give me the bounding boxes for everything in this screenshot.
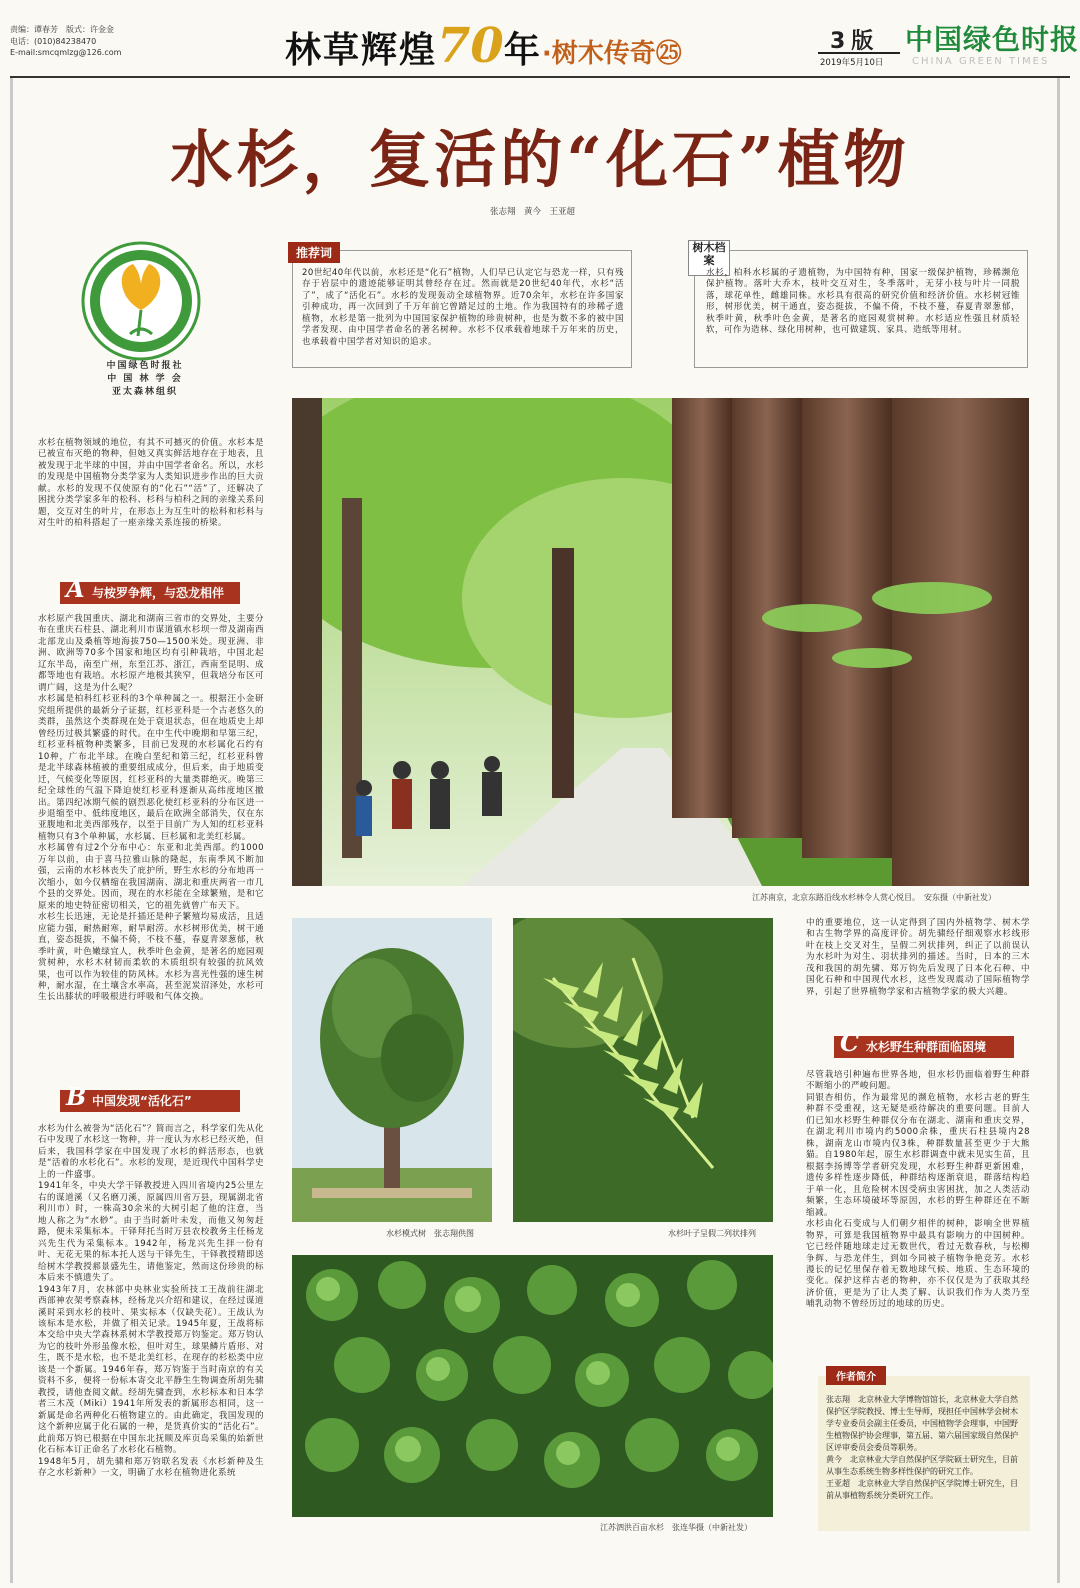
credit-email: E-mail:smcqmlzg@126.com [10, 48, 122, 58]
masthead-english: CHINA GREEN TIMES [912, 56, 1050, 67]
section-c-heading [834, 1028, 1014, 1058]
section-b-continued: 中的重要地位，这一认定得到了国内外植物学、树木学和古生物学界的高度评价。胡先骕经仔细观察水杉线形叶在枝上交叉对生，呈假二列状排列，纠正了以前误认为水杉叶为对生、羽状排列的描述。当时，日本的三木茂和我国的胡先骕、郑万钧先后发现了日本化石种、中国化石种和中国现代水杉，这些发现震动了国际植物学界，引起了世界植物学家和古植物学家的极大兴趣。 [806, 918, 1030, 997]
tree-archive-text: 水杉，柏科水杉属的孑遗植物，为中国特有种，国家一级保护植物，珍稀濒危保护植物。落叶大乔木，枝叶交互对生，冬季落叶，无芽小枝与叶片一同脱落，球花单性，雌雄同株。水杉具有很高的研究价值和经济价值。水杉树冠锥形，树形优美，树干通直，姿态挺拔，不偏不倚，不枝不蔓，春夏青翠葱郁，秋季叶黄，秋季叶色金黄，是著名的庭园观赏树种。水杉适应性强且材质轻软，可作为造林、绿化用树种，也可做建筑、家具、造纸等用材。 [706, 268, 1020, 336]
photo-type-tree [292, 918, 492, 1222]
credit-editor: 责编：谭春芳 版式：许金金 [10, 25, 114, 34]
intro-paragraph: 水杉在植物领域的地位，有其不可撼灭的价值。水杉本是已被宣布灭绝的物种，但她又真实鲜活地存在于地表，且被发现于北半球的中国，并由中国学者命名。所以，水杉的发现是中国植物分类学家为人类知识进步作出的巨大贡献。水杉的发现不仅使原有的“化石”“活”了，还解决了困扰分类学家多年的松科、杉科与柏科之间的亲缘关系问题，交互对生的叶片，在形态上为互生叶的松科和杉科与对生叶的柏科搭起了一座亲缘关系连接的桥梁。 [38, 438, 264, 529]
banner-year: 年 [503, 29, 542, 71]
page-number: 3版 [830, 29, 880, 54]
photo-leaves-caption: 水杉叶子呈假二列状排列 [668, 1229, 756, 1238]
masthead: 中国绿色时报 [905, 23, 1080, 56]
page-number-rule [818, 52, 900, 54]
photo-aerial-forest [292, 1255, 773, 1517]
recommend-text: 20世纪40年代以前，水杉还是“化石”植物，人们早已认定它与恐龙一样，只有残存于岩层中的遗迹能够证明其曾经存在过。然而就是20世纪40年代，水杉“活了”，成了“活化石”。水杉的发现轰动全球植物界。近70余年，水杉在许多国家引种成功，再一次回到了千万年前它曾踏足过的土地。作为我国特有的珍稀孑遗植物，水杉是第一批列为中国国家保护植物的珍贵树种，也是为数不多的被中国学者发现、由中国学者命名的著名树种。水杉不仅承载着地球千万年来的历史，也承载着中国学者对知识的追求。 [302, 268, 624, 347]
credit-phone: 电话：(010)84238470 [10, 36, 97, 46]
tree-archive-tag: 树木档案 [688, 240, 730, 276]
ginkgo-logo [78, 238, 204, 364]
recommend-tag: 推荐词 [288, 242, 340, 263]
section-a-body: 水杉原产我国重庆、湖北和湖南三省市的交界处，主要分布在重庆石柱县、湖北利川市谋道镇水杉坝一带及湖南西北部龙山及桑植等地海拔750—1500米处。现亚洲、非洲、欧洲等70多个国家和地区均有引种栽培，中国北起辽东半岛，南至广州，东至江苏、浙江，西南至昆明、成都等地也有栽培。水杉原产地极其狭窄，但栽培分布区可谓广阔，这是为什么呢？ 水杉属是柏科红杉亚科的3个单种属之一。根据汪小金研究组所提供的最新分子证据，红杉亚科是一个古老悠久的类群，虽然这个类群现在处于衰退状态，但在地质史上却曾经历过极其繁盛的时代。在中生代中晚期和早第三纪，红杉亚科植物种类繁多，目前已发现的水杉属化石约有10种，广布北半球。在晚白垩纪和第三纪，红杉亚科曾是北半球森林植被的重要组成成分，但后来，由于地质变迁，气候变化等原因，红杉亚科的大量类群绝灭。晚第三纪全球性的气温下降迫使红杉亚科逐渐从高纬度地区撤出。第四纪冰期气候的剧烈恶化使红杉亚科的分布区进一步退缩至中、低纬度地区，最后在欧洲全部消失，仅在东亚腹地和北美西部残存，以至于目前广为人知的红杉亚科植物只有3个单种属，水杉属、巨杉属和北美红杉属。 水杉属曾有过2个分布中心：东亚和北美西部。约1000万年以前，由于喜马拉雅山脉的隆起，东南季风不断加强，云南的水杉林丧失了庇护所，野生水杉的分布地再一次缩小，如今仅栖缩在我国湖南、湖北和重庆两省一市几个县的交界处。因而，现在的水杉能在全球繁殖，是和它原来的地史特征密切相关，它的祖先就曾广布天下。 水杉生长迅速，无论是扦插还是种子繁殖均易成活，且适应能力强，耐热耐寒，耐旱耐涝。水杉树形优美，树干通直，姿态挺拔，不偏不倚，不枝不蔓，春夏青翠葱郁，秋季叶黄，叶色嫩绿宜人，秋季叶色金黄，是著名的庭园观赏树种，水杉木材韧而柔软的木质组织有较强的抗风效果，也可以作为较佳的防风林。水杉为喜光性强的速生树种，耐水湿，在土壤含水率高，甚至泥炭沼泽处，水杉可生长出膝状的呼吸根进行呼吸和气体交换。 [38, 614, 264, 1003]
section-b-title: 中国发现“活化石” [92, 1094, 192, 1108]
author-intro-text: 张志翔 北京林业大学博物馆馆长，北京林业大学自然保护区学院教授、博士生导师，现担任中国林学会树木学专业委员会副主任委员，中国植物学会理事，中国野生植物保护协会理事，第五届、第六届国家级自然保护区评审委员会委员等职务。 黄今 北京林业大学自然保护区学院硕士研究生，目前从事生态系统生物多样性保护的研究工作。 王亚超 北京林业大学自然保护区学院博士研究生，目前从事植物系统分类研究工作。 [826, 1395, 1018, 1500]
byline: 张志翔 黄今 王亚超 [490, 207, 576, 217]
author-intro-heading: 作者简介 [826, 1366, 886, 1385]
section-b-letter: B [66, 1082, 87, 1111]
section-a-heading [60, 574, 240, 604]
banner-seventy: 70 [437, 18, 504, 74]
section-a-title: 与桉罗争辉，与恐龙相伴 [92, 586, 225, 600]
headline: 水杉，复活的“化石”植物 [170, 123, 910, 196]
issue-date: 2019年5月10日 [820, 58, 884, 68]
photo-avenue [292, 398, 1029, 886]
org-1: 中国绿色时报社 [106, 361, 184, 371]
column-banner [285, 18, 755, 73]
section-c-title: 水杉野生种群面临困境 [866, 1040, 987, 1054]
section-b-body: 水杉为什么被誉为“活化石”？简而言之，科学家们先从化石中发现了水杉这一物种，并一度认为水杉已经灭绝，但后来，我国科学家在中国发现了水杉的鲜活形态，也就是“活着的水杉化石”。水杉的发现，是近现代中国科学史上的一件盛事。 1941年冬，中央大学干铎教授进入四川省境内25公里左右的谋道溪（又名磨刀溪，原属四川省万县，现属湖北省利川市）时，一株高30余米的大树引起了他的注意，当地人称之为“水桫”。由于当时新叶未发，而他又匆匆赶路，便未采集标本。干铎拜托当时万县农校教务主任杨龙兴先生代为采集标本。1942年，杨龙兴先生拝一份有叶、无花无果的标本托人送与干铎先生，干铎教授精即送给树木学教授郝景盛先生，请他鉴定，然而这份珍贵的标本后来不慎遗失了。 1943年7月，农林部中央林业实验所技工王战前往湖北西部神农架考察森林，经杨龙兴介绍和建议，在经过谋道溪时采到水杉的枝叶、果实标本（仅缺失花）。王战认为该标本是水松，并做了相关记录。1945年夏，王战将标本交给中央大学森林系树木学教授郑万钧鉴定。郑万钧认为它的枝叶外形虽像水松，但叶对生，球果鳞片盾形、对生，既不是水松，也不是北美红杉，在现存的杉松类中应该是一个新属。1946年春，郑万钧鉴于当时南京的有关资料不多，便将一份标本寄交北平静生生物调查所胡先骕教授，请他查阅文献。经胡先骕查到，水杉标本和日本学者三木茂（Miki）1941年所发表的新属形态相同，这一新属是命名两种化石植物建立的。由此确定，我国发现的这个新种应属于化石属的一种，是货真价实的“活化石”。此前郑万钧已根据在中国东北抚顺及库页岛采集的始新世化石标本订正命名了水杉化石植物。 1948年5月，胡先骕和郑万钧联名发表《水杉新种及生存之水杉新种》一文，明确了水杉在植物进化系统 [38, 1124, 264, 1479]
section-c-body: 尽管栽培引种遍布世界各地，但水杉仍面临着野生种群不断缩小的严峻问题。 同银杏相仿，作为最常见的濒危植物，水杉古老的野生种群不受重视，这无疑是亟待解决的重要问题。目前人们已知水杉野生种群仅分布在湖北、湖南和重庆交界，在湖北利川市境内约5000余株，重庆石柱县境内28株，湖南龙山市境内仅3株，种群数量甚至更少于大熊猫。自1980年起，原生水杉群调查中就未见实生苗，且根据李扬博等学者研究发现，水杉野生种群更新困难，遗传多样性逐步降低，种群结构逐渐衰退，群落结构趋于单一化，且危险树木因受病虫害困扰，加之人类活动频繁，生态环境破坏等原因，水杉的野生种群还在不断缩减。 水杉由化石变成与人们朝夕相伴的树种，影响全世界植物界，可算是我国植物界中最具有影响力的中国树种。它已经伴随地球走过无数世代，看过无数春秋，与松柳争辉、与恐龙伴生，到如今同被子植物争艳竞芳。水杉漫长的记忆里保存着无数地球气候、地质、生态环境的变化。保护这样古老的物种，亦不仅仅是为了获取其经济价值，更是为了让人类了解、认识我们作为人类乃至哺乳动物不曾经历过的地球的历史。 [806, 1070, 1030, 1310]
org-2: 中 国 林 学 会 [107, 374, 183, 385]
photo-aerial-caption: 江苏泗洪百亩水杉 张连华摄（中新社发） [600, 1523, 752, 1532]
banner-right: ·树木传奇㉕ [541, 39, 682, 69]
section-a-letter: A [66, 574, 85, 603]
section-b-heading [60, 1082, 240, 1112]
editor-credits [10, 24, 121, 59]
sponsor-orgs [100, 360, 190, 399]
photo-type-tree-caption: 水杉模式树 张志翔供图 [386, 1229, 474, 1238]
photo-avenue-caption: 江苏南京，北京东路沿线水杉林令人赏心悦目。 安东摄（中新社发） [752, 893, 996, 902]
org-3: 亚太森林组织 [111, 387, 178, 398]
banner-left: 林草辉煌 [285, 29, 438, 71]
photo-leaves [513, 918, 773, 1222]
section-c-letter: C [840, 1028, 860, 1057]
